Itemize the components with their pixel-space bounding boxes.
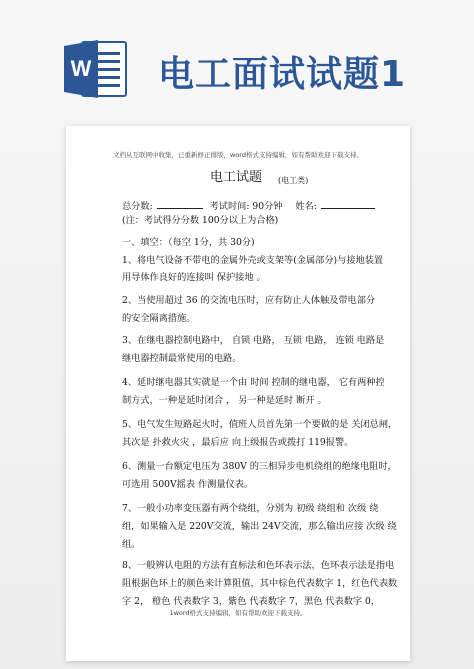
question-7-line-1: 7、一般小功率变压器有两个绕组，分别为 初级 绕组和 次级 绕 bbox=[122, 503, 379, 514]
question-4-line-1: 4、延时继电器其实就是一个由 时间 控制的继电器， 它有两种控 bbox=[122, 377, 385, 388]
footer-notice: 1word格式支持编辑，如有帮助欢迎下载支持。 bbox=[169, 609, 307, 617]
question-8-line-3: 字 2， 橙色 代表数字 3，紫色 代表数字 7，黑色 代表数字 0， bbox=[122, 596, 381, 607]
question-5-line-1: 5、电气发生短路起火时，值班人员首先第一个要做的是 关闭总闸， bbox=[122, 419, 398, 430]
question-8-line-2: 阻根据色环上的颜色来计算阻值，其中棕色代表数字 1，红色代表数 bbox=[122, 578, 398, 589]
header-notice: 文档从互联网中收集，已重新修正排版，word格式支持编辑，如有帮助欢迎下载支持。 bbox=[113, 151, 363, 159]
svg-text:W: W bbox=[70, 56, 92, 81]
question-6-line-2: 可选用 500V摇表 作测量仪表。 bbox=[122, 479, 254, 490]
question-8-line-1: 8、一般辨认电阻的方法有直标法和色环表示法，色环表示法是指电 bbox=[122, 560, 395, 571]
document-page bbox=[66, 126, 410, 661]
question-3-line-2: 继电器控制最常使用的电路。 bbox=[122, 353, 242, 364]
question-4-line-2: 制方式，一种是延时闭合 ， 另一种是延时 断开 。 bbox=[122, 395, 327, 406]
question-5-line-2: 其次是 扑救火灾 ，最后应 向上级报告或拨打 119报警。 bbox=[122, 437, 354, 448]
name-label: 姓名: bbox=[295, 201, 317, 212]
word-logo-icon bbox=[64, 38, 128, 100]
question-1-line-2: 用导体作良好的连接叫 保护接地 。 bbox=[122, 272, 266, 283]
section-heading: 一、填空：（每空 1分，共 30分) bbox=[122, 237, 255, 248]
question-3-line-1: 3、在继电器控制电路中， 自锁 电路， 互锁 电路， 连锁 电路是 bbox=[122, 335, 385, 346]
exam-time-value: 90分钟 bbox=[252, 201, 283, 212]
total-score-blank bbox=[157, 200, 203, 209]
score-line bbox=[122, 198, 412, 212]
exam-time-label: 考试时间: bbox=[209, 201, 250, 212]
question-2-line-2: 的安全隔离措施。 bbox=[122, 313, 196, 324]
document-subtitle: (电工类) bbox=[278, 176, 309, 185]
name-blank bbox=[321, 200, 375, 209]
banner bbox=[0, 0, 474, 120]
question-6-line-1: 6、测量一台额定电压为 380V 的三相异步电机绕组的绝缘电阻时， bbox=[122, 461, 397, 472]
pass-note: (注：考试得分分数 100分以上为合格) bbox=[122, 215, 279, 226]
document-title: 电工试题 bbox=[210, 170, 263, 185]
question-2-line-1: 2、当使用超过 36 的交流电压时，应有防止人体触及带电部分 bbox=[122, 295, 376, 306]
question-7-line-2: 组，如果输入是 220V交流，输出 24V交流，那么输出应接 次级 绕 bbox=[122, 521, 397, 532]
question-1-line-1: 1、将电气设备不带电的金属外壳或支架等(金属部分)与接地装置 bbox=[122, 255, 384, 266]
question-7-line-3: 组。 bbox=[122, 539, 141, 550]
banner-title: 电工面试试题1 bbox=[158, 54, 407, 95]
total-score-label: 总分数: bbox=[122, 201, 153, 212]
